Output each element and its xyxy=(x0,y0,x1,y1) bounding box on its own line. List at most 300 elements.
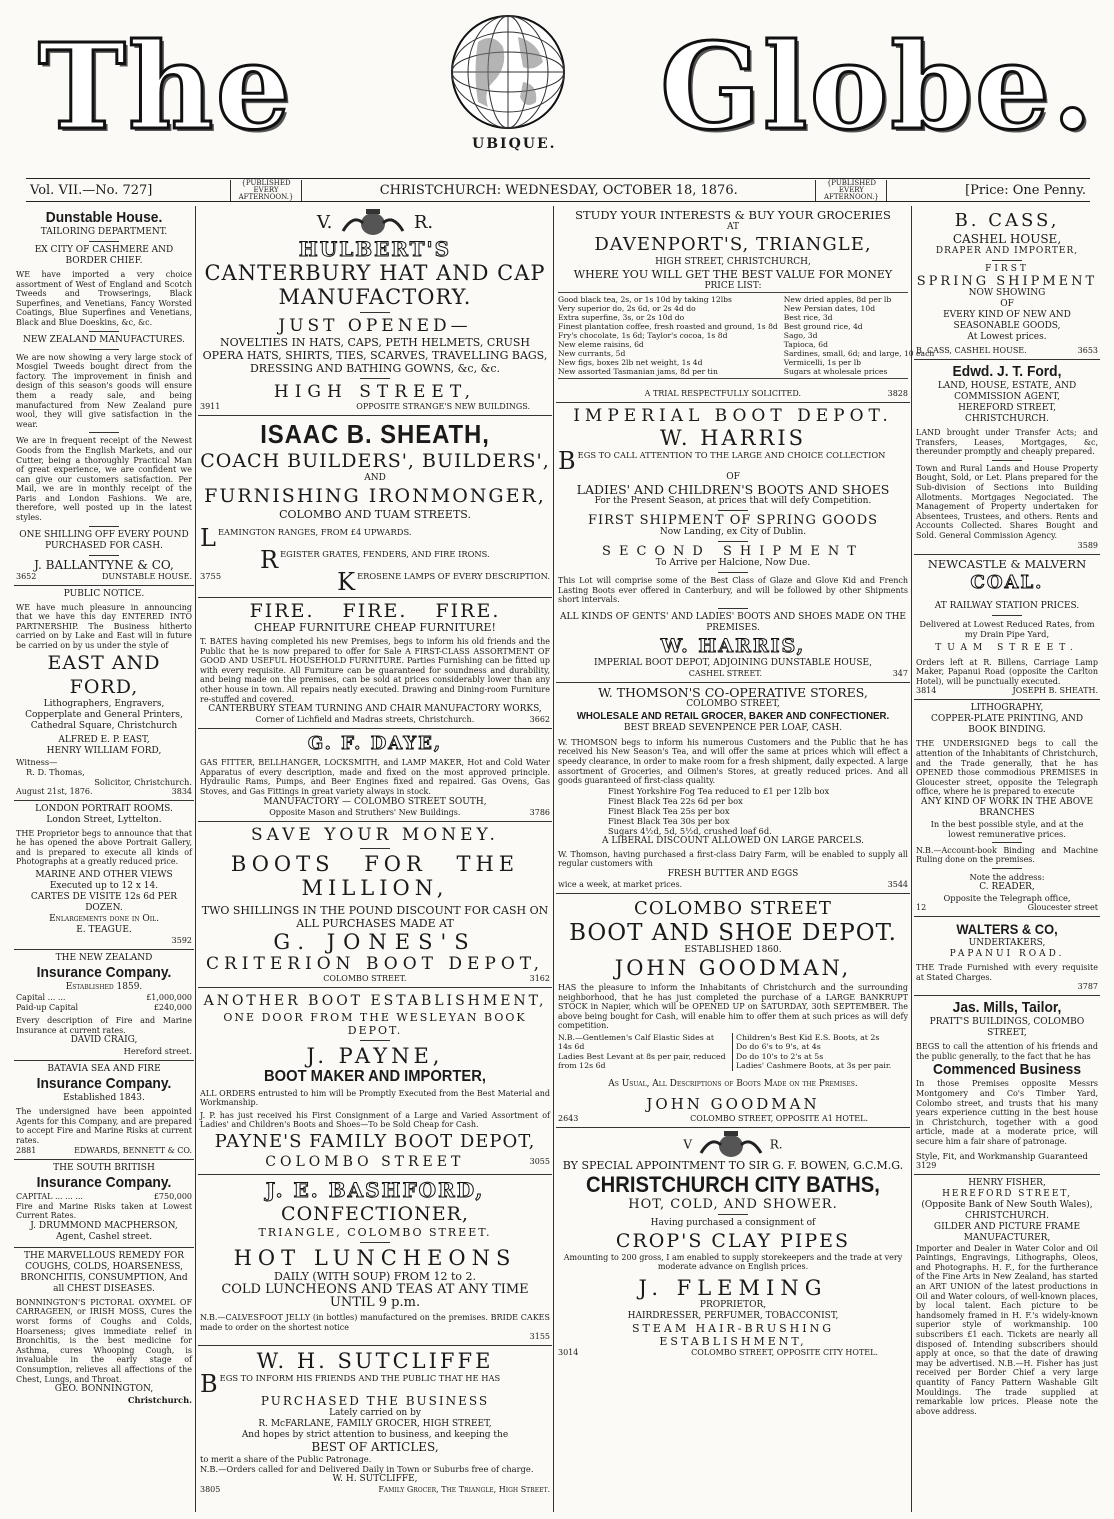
dateline xyxy=(26,178,1090,202)
ad-title: BOOT MAKER AND IMPORTER, xyxy=(264,1067,486,1085)
column-2 xyxy=(198,206,552,1512)
ad-title: COACH BUILDERS', BUILDERS', xyxy=(200,450,550,472)
ad-address: Opposite Mason and Struthers' New Buildings. xyxy=(269,807,461,817)
ad-ref-number: 3662 xyxy=(529,715,550,725)
tea-item: Finest Black Tea 25s per box xyxy=(608,805,730,816)
divider xyxy=(718,510,748,511)
price-list xyxy=(558,292,935,379)
royal-v: V xyxy=(683,1137,693,1152)
ad-headline: W. THOMSON'S CO-OPERATIVE STORES, xyxy=(598,684,868,700)
ad-address: HIGH STREET, xyxy=(273,382,477,402)
ad-daye xyxy=(198,729,552,821)
ad-payne xyxy=(198,988,552,1175)
ad-title: SPRING SHIPMENT xyxy=(916,274,1098,289)
ad-body: Amounting to 200 gross, I am enabled to supply storekeepers and the trade at very moderate advance on English prices. xyxy=(563,1252,903,1272)
ad-subtitle: ANY KIND OF WORK IN THE ABOVE BRANCHES xyxy=(920,796,1094,818)
ad-ref-number: 3055 xyxy=(529,1157,550,1167)
ad-title: NEWCASTLE & MALVERN xyxy=(927,556,1087,571)
ad-body: WE have imported a very choice assortment of West of England and Scotch Tweeds and Trowserings, Black Superfines, and Venetians, Fancy Worsted Coatings, Blue Superfines and Venetians, Black and Blue Doeskins, &c, &c. xyxy=(16,270,192,327)
price-item: New assorted Tasmanian jams, 8d per tin xyxy=(558,367,718,376)
ad-ref-number: 3592 xyxy=(171,936,192,945)
ad-subtitle: UNDERTAKERS, xyxy=(968,938,1046,949)
ad-headline: IMPERIAL BOOT DEPOT. xyxy=(573,406,893,426)
ad-body: N.B.—Orders called for and Delivered Daily in Town or Suburbs free of charge. xyxy=(200,1464,534,1475)
divider xyxy=(89,241,119,242)
ad-body: LAND brought under Transfer Acts; and Transfers, Leases, Mortgages, &c, thereunder promptly and cheaply prepared. xyxy=(916,428,1098,457)
ad-title: LONDON PORTRAIT ROOMS. xyxy=(35,803,173,814)
ad-headline: Insurance Company. xyxy=(36,1075,172,1093)
ad-body: WE have much pleasure in announcing that we have this day ENTERED INTO PARTNERSHIP. The Business hitherto carried on by Lake and East will in future be carried on by us under the style of xyxy=(16,602,192,651)
ad-subtitle: JUST OPENED— xyxy=(278,316,472,336)
ad-title: STUDY YOUR INTERESTS & BUY YOUR GROCERIES xyxy=(575,208,891,222)
ad-ref-number: 3652 xyxy=(16,571,37,581)
divider xyxy=(89,331,119,332)
ad-signature: C. READER, xyxy=(979,882,1035,893)
ad-subtitle: Established 1843. xyxy=(63,1093,145,1104)
ad-subtitle: TAILORING DEPARTMENT. xyxy=(40,227,168,237)
ad-title: COLOMBO STREET xyxy=(634,897,832,919)
ad-body: ALL ORDERS entrusted to him will be Promptly Executed from the Best Material and Workmanship. xyxy=(200,1088,550,1108)
ad-body: In the best possible style, and at the lowest remunerative prices. xyxy=(930,818,1084,839)
ad-headline: FIRE. FIRE. FIRE. xyxy=(249,600,501,622)
ad-subtitle: Executed up to 12 x 14. xyxy=(49,881,159,891)
ad-headline: JOHN GOODMAN, xyxy=(614,955,852,980)
ad-ref-number: 3787 xyxy=(1077,982,1098,992)
ad-address: OPPOSITE STRANGE'S NEW BUILDINGS. xyxy=(356,402,530,411)
ad-dunstable-house xyxy=(14,206,194,586)
ad-title: CONFECTIONER, xyxy=(281,1202,469,1225)
tea-item: Finest Yorkshire Fog Tea reduced to £1 per 12lb box xyxy=(608,785,830,796)
ad-date: August 21st, 1876. xyxy=(16,786,93,796)
ad-subtitle: DAILY (WITH SOUP) FROM 12 to 2. xyxy=(273,1269,477,1283)
ad-body: We are in frequent receipt of the Newest Goods from the English Markets, and our Cutter, being a thoroughly Practical Man of great experience, we are confident we can give our customers satisfaction. Per Mail, we are in monthly receipt of the Paris and London Fashions. We are, therefore, well posted up in the latest styles. xyxy=(16,436,192,523)
ad-body: To Arrive per Halcione, Now Due. xyxy=(655,558,811,568)
ad-label: Capital ... ... xyxy=(16,993,66,1002)
ad-subtitle: UNTIL 9 p.m. xyxy=(329,1294,421,1310)
ad-body: N.B.—Gentlemen's Calf Elastic Sides at 14s 6d xyxy=(558,1032,715,1052)
price-item: New figs, boxes 2lb net weight, 1s 4d xyxy=(558,358,703,367)
ad-signature: GEO. BONNINGTON, xyxy=(54,1384,154,1395)
ad-body: Children's Best Kid E.S. Boots, at 2s xyxy=(736,1032,880,1042)
divider xyxy=(992,842,1022,843)
ad-ref-number: 3814 xyxy=(916,686,937,696)
ad-address: Family Grocer, The Triangle, High Street. xyxy=(378,1485,550,1495)
ad-london-portrait-rooms xyxy=(14,801,194,950)
ad-subtitle: HOT, COLD, AND SHOWER. xyxy=(628,1196,838,1212)
ad-body: Now Landing, ex City of Dublin. xyxy=(659,527,807,537)
ad-ref-number: 3911 xyxy=(200,402,221,411)
ad-subtitle: FIRST xyxy=(985,264,1029,274)
column-1 xyxy=(14,206,194,1512)
ad-thomson-stores xyxy=(556,683,910,894)
ad-address: COLOMBO STREET, OPPOSITE A1 HOTEL. xyxy=(690,1113,868,1123)
ad-headline: Edwd. J. T. Ford, xyxy=(952,363,1062,380)
ad-body: HAS the pleasure to inform the Inhabitants of Christchurch and the surrounding neighborhood, that he has just completed the purchase of a LARGE BANKRUPT STOCK in Napier, which will be OPENED UP on SATURDAY, 30th SEPTEMBER. The above being bought for Cash, will enable him to offer them at such prices as will defy competition. xyxy=(558,982,908,1031)
ad-title: THE MARVELLOUS REMEDY FOR COUGHS, COLDS, HOARSENESS, BRONCHITIS, CONSUMPTION, And all CHEST DISEASES. xyxy=(20,1250,188,1294)
divider xyxy=(89,526,119,527)
ad-subtitle: NEW ZEALAND MANUFACTURES. xyxy=(23,334,185,345)
ad-subtitle: BEST OF ARTICLES, xyxy=(311,1440,439,1455)
ad-subtitle: STEAM HAIR-BRUSHING ESTABLISHMENT, xyxy=(631,1321,834,1348)
divider xyxy=(360,848,390,849)
divider xyxy=(360,1040,390,1041)
ad-subtitle: FRESH BUTTER AND EGGS xyxy=(667,868,799,879)
ad-title: CROP'S CLAY PIPES xyxy=(615,1229,851,1252)
ad-headline: B. CASS, xyxy=(954,210,1060,231)
ad-subtitle: Enlargements done in Oil. xyxy=(49,914,159,924)
ad-headline: W. H. SUTCLIFFE xyxy=(256,1349,494,1374)
ad-east-and-ford xyxy=(14,586,194,801)
ad-henry-fisher xyxy=(914,1175,1100,1421)
column-rule xyxy=(553,206,554,1512)
ad-subtitle: PRICE LIST: xyxy=(704,281,762,291)
ad-subtitle: ONE SHILLING OFF EVERY POUND PURCHASED FOR CASH. xyxy=(19,529,189,551)
ad-subtitle: AND xyxy=(364,473,386,483)
ad-subtitle: BEST BREAD SEVENPENCE PER LOAF, CASH. xyxy=(623,722,843,733)
ad-signature: EDWARDS, BENNETT & CO. xyxy=(74,1145,192,1155)
price-item: Vermicelli, 1s per lb xyxy=(783,358,862,367)
ad-ref-number: 3653 xyxy=(1077,346,1098,355)
ad-body: BONNINGTON'S PICTORAL OXYMEL OF CARRAGEEN, or IRISH MOSS, Cures the worst forms of Coughs and Colds, Hoarseness; gives immediate relief in Bronchitis, is the best medicine for Asthma, cures Whooping Cough, is invaluable in the early stage of Consumption, relieves all affections of the Chest, Lungs, and Throat. xyxy=(16,1297,192,1384)
ad-subtitle: AT RAILWAY STATION PRICES. xyxy=(934,600,1080,611)
ad-subtitle: CARTES DE VISITE 12s 6d PER DOZEN. xyxy=(30,892,178,913)
ad-address: COLOMBO STREET. xyxy=(323,973,407,983)
ad-label: Paid-up Capital xyxy=(16,1003,79,1012)
ad-imperial-boot-depot: IMPERIAL BOOT DEPOT. W. HARRIS BEGS TO CALL ATTENTION TO THE LARGE AND CHOICE COLLECTION OF LADIES' AND CHILDREN'S BOOTS AND SHOES For the Present Season, at prices that will defy Competition. FIRST SHIPMENT OF SPRING GOODS Now Landing, ex City of Dublin. SECOND SHIPMENT To Arrive per Halcione, Now Due. This Lot will comprise some of the Best Class of Glaze and Glove Kid and French Lasting Boots ever offered in Canterbury, and will be followed by other Shipments short intervals. ALL KINDS OF GENTS' AND LADIES' BOOTS AND SHOES MADE ON THE PREMISES. W. HARRIS, IMPERIAL BOOT DEPOT, ADJOINING DUNSTABLE HOUSE, CASHEL STREET. 347 xyxy=(556,403,910,683)
ad-signature: J. BALLANTYNE & CO, xyxy=(34,557,174,572)
ad-title: CANTERBURY HAT AND CAP MANUFACTORY. xyxy=(204,261,546,309)
divider xyxy=(718,1214,748,1215)
ad-subtitle: SECOND SHIPMENT xyxy=(602,544,864,559)
price-item: Good black tea, 2s, or 1s 10d by taking 12lbs xyxy=(558,295,732,304)
ad-body: This Lot will comprise some of the Best Class of Glaze and Glove Kid and French Lasting Boots ever offered in Canterbury, and will be followed by other Shipments short intervals. xyxy=(558,576,908,605)
ad-address: IMPERIAL BOOT DEPOT, ADJOINING DUNSTABLE HOUSE, xyxy=(594,657,872,668)
ad-subtitle: EX CITY OF CASHMERE AND BORDER CHIEF. xyxy=(34,245,174,266)
tea-item: Finest Black Tea 30s per box xyxy=(608,815,730,826)
ad-title: PUBLIC NOTICE. xyxy=(63,588,145,599)
ad-body: Fire and Marine Risks taken at Lowest Current Rates. xyxy=(16,1201,192,1221)
ad-headline: G. JONES'S xyxy=(273,929,477,954)
ad-subtitle: PROPRIETOR, xyxy=(699,1299,767,1310)
ad-address: PAPANUI ROAD. xyxy=(949,949,1065,960)
divider xyxy=(992,460,1022,461)
ad-reader-lithography xyxy=(914,700,1100,917)
ad-ref-number: 347 xyxy=(892,668,908,678)
price-item: New Persian dates, 10d xyxy=(783,304,876,313)
ad-address: TUAM STREET. xyxy=(935,642,1079,653)
ad-address: DUNSTABLE HOUSE. xyxy=(101,571,192,581)
ad-ref-number: 3786 xyxy=(529,807,550,817)
ad-signature: B. CASS, CASHEL HOUSE. xyxy=(916,346,1027,355)
ad-address: HEREFORD STREET, xyxy=(942,1188,1072,1199)
ad-subtitle: AT xyxy=(726,222,739,232)
ad-body: Importer and Dealer in Water Color and Oil Paintings, Engravings, Lithographs, Oleos, and Photographs. H. F., for the furtherance of the Fine Arts in New Zealand, has started an ART UNION of the latest productions in Oil and Water colours, of well-known places, by local talent. Each picture to be handsomely framed in H. F.'s widely-known superior style of workmanship. 100 subscribers £1 each. Tickets are nearly all disposed of. Intending subscribers should apply at once, so that the date of drawing may be advertised. N.B.—H. Fisher has just received per Border Chief a very large quantity of Fancy Pattern Washable Gilt Mouldings. The trade supplied at remarkable low prices. Please note the above address. xyxy=(916,1243,1098,1416)
ad-subtitle: MARINE AND OTHER VIEWS xyxy=(35,870,173,880)
ad-ref-number: 3834 xyxy=(171,786,192,796)
ad-body: to merit a share of the Public Patronage. xyxy=(200,1454,372,1465)
ad-address: COLOMBO STREET, xyxy=(686,698,780,709)
ad-body: N.B.—Account-book Binding and Machine Ruling done on the premises. xyxy=(916,845,1098,865)
ad-signature: E. TEAGUE. xyxy=(76,925,132,935)
ad-address: Agent, Cashel street. xyxy=(55,1231,153,1242)
ad-mills-tailor xyxy=(914,996,1100,1174)
ad-subtitle: WHERE YOU WILL GET THE BEST VALUE FOR MONEY xyxy=(573,268,893,281)
ad-subtitle: COLD LUNCHEONS AND TEAS AT ANY TIME xyxy=(221,1281,529,1297)
price-item: Best rice, 3d xyxy=(783,313,833,322)
ad-subtitle: CANTERBURY STEAM TURNING AND CHAIR MANUFACTORY WORKS, xyxy=(208,704,542,715)
ad-title: THE SOUTH BRITISH xyxy=(53,1162,155,1173)
divider xyxy=(992,260,1022,261)
ad-title: FURNISHING IRONMONGER, xyxy=(204,485,546,507)
ad-headline: HENRY FISHER, xyxy=(968,1177,1046,1188)
divider xyxy=(360,312,390,313)
ad-subtitle: A TRIAL RESPECTFULLY SOLICITED. xyxy=(644,389,801,398)
price-item: Tapioca, 6d xyxy=(783,340,828,349)
price-item: Sago, 3d xyxy=(783,331,818,340)
column-4 xyxy=(914,206,1100,1512)
ad-ref-number: 3589 xyxy=(1077,540,1098,550)
ad-body: Style, Fit, and Workmanship Guaranteed xyxy=(916,1150,1088,1161)
ad-address: HIGH STREET, CHRISTCHURCH, xyxy=(655,257,811,267)
ad-title: WHOLESALE AND RETAIL GROCER, BAKER AND CONFECTIONER. xyxy=(576,709,890,722)
ad-subtitle: A LIBERAL DISCOUNT ALLOWED ON LARGE PARCELS. xyxy=(601,835,865,846)
ad-body: N.B.—CALVESFOOT JELLY (in bottles) manufactured on the premises. BRIDE CAKES made to order on the shortest notice xyxy=(200,1312,550,1332)
ad-subtitle: Lithographers, Engravers, Copperplate and General Printers, xyxy=(25,698,183,720)
masthead-word-left: The xyxy=(38,17,293,156)
ad-headline: ANOTHER BOOT ESTABLISHMENT, xyxy=(203,992,547,1009)
ad-address: COLOMBO STREET xyxy=(265,1153,465,1170)
ad-body: EGS TO INFORM HIS FRIENDS AND THE PUBLIC THAT HE HAS xyxy=(219,1373,501,1384)
ad-headline: DAVENPORT'S, TRIANGLE, xyxy=(594,234,872,255)
ad-ref-number: 3544 xyxy=(887,879,908,889)
ad-ref-number: 3805 xyxy=(200,1485,221,1495)
ad-body: EGISTER GRATES, FENDERS, AND FIRE IRONS. xyxy=(280,549,490,559)
divider xyxy=(718,541,748,542)
ad-ref-number: 3755 xyxy=(200,571,222,581)
ad-headline: J. E. BASHFORD, xyxy=(265,1177,485,1202)
ad-subtitle: DRAPER AND IMPORTER, xyxy=(935,246,1079,256)
ad-address: PRATT'S BUILDINGS, COLOMBO STREET, xyxy=(929,1017,1085,1039)
column-rule xyxy=(911,206,912,1512)
ad-sutcliffe: W. H. SUTCLIFFE BEGS TO INFORM HIS FRIENDS AND THE PUBLIC THAT HE HAS PURCHASED THE BUSINESS Lately carried on by R. McFARLANE, FAMILY GROCER, HIGH STREET, And hopes by strict attention to business, and keeping the BEST OF ARTICLES, to merit a share of the Public Patronage. N.B.—Orders called for and Delivered Daily in Town or Suburbs free of charge. W. H. SUTCLIFFE, 3805 Family Grocer, The Triangle, High Street. xyxy=(200,1349,550,1495)
ad-value: £1,000,000 xyxy=(146,993,192,1002)
ad-body: For the Present Season, at prices that will defy Competition. xyxy=(594,496,872,506)
ad-body: Town and Rural Lands and House Property Bought, Sold, or Let. Plans prepared for the Sub-division of Sections into Building Allotments. Mortgages Negociated. The Management of Property undertaken for Absentees, Trustees, and others. Rents and Accounts Collected. Shares Bought and Sold. General Commission Agency. xyxy=(916,463,1098,540)
ad-headline: CHRISTCHURCH CITY BATHS, xyxy=(586,1171,880,1197)
divider xyxy=(89,555,119,556)
ad-ref-number: 2643 xyxy=(558,1113,579,1123)
ad-subtitle: LADIES' AND CHILDREN'S BOOTS AND SHOES xyxy=(576,482,890,497)
ad-subtitle: ESTABLISHED 1860. xyxy=(684,944,782,955)
ad-body: EVERY KIND OF NEW AND SEASONABLE GOODS, xyxy=(943,310,1071,331)
ad-body: J. P. has just received his First Consignment of a Large and Varied Assortment of Ladies' and Children's Boots and Shoes—To be Sold Cheap for Cash. xyxy=(200,1110,550,1130)
tea-item: Sugars 4½d, 5d, 5½d, crushed loaf 6d. xyxy=(608,825,772,836)
ad-address: HEREFORD STREET, CHRISTCHURCH. xyxy=(958,403,1056,424)
tea-item: Finest Black Tea 22s 6d per box xyxy=(608,795,743,806)
ad-signature: JOHN GOODMAN xyxy=(646,1094,820,1113)
ad-subtitle: PURCHASED THE BUSINESS xyxy=(260,1394,490,1409)
ad-subtitle: OF xyxy=(1000,299,1014,309)
ad-title: CASHEL HOUSE, xyxy=(952,232,1062,246)
ad-title: GILDER AND PICTURE FRAME MANUFACTURER, xyxy=(933,1221,1081,1243)
ad-bonnington-remedy xyxy=(14,1248,194,1409)
ad-address: (Opposite Bank of New South Wales), xyxy=(921,1199,1093,1210)
ad-cass xyxy=(914,206,1100,360)
ad-subtitle: BY SPECIAL APPOINTMENT TO SIR G. F. BOWEN, G.C.M.G. xyxy=(562,1158,904,1172)
ad-body: EAMINGTON RANGES, FROM £4 UPWARDS. xyxy=(217,527,412,537)
column-rule xyxy=(195,206,196,1512)
ad-body: R. McFARLANE, FAMILY GROCER, HIGH STREET, xyxy=(258,1419,492,1430)
ad-subtitle: CHEAP FURNITURE CHEAP FURNITURE! xyxy=(254,621,496,634)
ad-davenports xyxy=(556,206,935,403)
ad-headline: HOT LUNCHEONS xyxy=(233,1245,517,1270)
ad-title: LITHOGRAPHY, xyxy=(970,703,1044,714)
ad-subtitle: ONE DOOR FROM THE WESLEYAN BOOK DEPOT. xyxy=(223,1010,527,1037)
price-item: New currants, 5d xyxy=(558,349,626,358)
ad-address: Corner of Lichfield and Madras streets, Christchurch. xyxy=(255,715,475,725)
ad-headline: BOOT AND SHOE DEPOT. xyxy=(569,919,897,946)
price-item: Fry's chocolate, 1s 6d; Taylor's cocoa, 1s 8d xyxy=(558,331,728,340)
royal-crest-icon xyxy=(696,1131,766,1159)
ad-new-zealand-insurance xyxy=(14,950,194,1061)
ad-headline: Insurance Company. xyxy=(36,964,172,981)
ad-ref-number: 3014 xyxy=(558,1347,579,1357)
ad-subtitle: As Usual, All Descriptions of Boots Made on the Premises. xyxy=(608,1078,858,1089)
ad-ref-number: 3828 xyxy=(887,389,908,398)
divider xyxy=(360,1242,390,1243)
ad-body: TWO SHILLINGS IN THE POUND DISCOUNT FOR CASH ON ALL PURCHASES MADE AT xyxy=(201,903,549,930)
divider xyxy=(718,572,748,573)
ad-body: At Lowest prices. xyxy=(967,332,1047,342)
price-item: Finest plantation coffee, fresh roasted and ground, 1s 8d xyxy=(558,322,778,331)
divider xyxy=(89,349,119,350)
divider xyxy=(992,868,1022,869)
ad-signature: ALFRED E. P. EAST, xyxy=(58,734,150,745)
ad-signature: DAVID CRAIG, xyxy=(70,1035,138,1046)
ad-body: Do do 6's to 9's, at 4s xyxy=(736,1042,821,1052)
ad-coal xyxy=(914,555,1100,701)
ad-ref-number: 3155 xyxy=(529,1332,550,1342)
ad-body: Note the address: xyxy=(969,872,1045,883)
ad-signature: W. H. SUTCLIFFE, xyxy=(332,1474,418,1485)
ad-title: Commenced Business xyxy=(932,1061,1082,1079)
masthead xyxy=(0,0,1114,170)
price: [Price: One Penny. xyxy=(965,182,1086,198)
ad-body: And hopes by strict attention to business, and keeping the xyxy=(241,1430,509,1441)
ad-body: Orders left at R. Billens, Carriage Lamp Maker, Papanui Road (opposite the Carlton Hotel), will be punctually executed. xyxy=(916,657,1098,686)
divider xyxy=(992,615,1022,616)
ad-body: T. BATES having completed his new Premises, begs to inform his old friends and the Public that he is now prepared to offer for Sale A FIRST-CLASS ASSORTMENT OF GOOD AND USEFUL HOUSEHOLD FURNITURE. Parties Furnishing can be fitted up with every requisite. All Furniture can be guaranteed for soundness and durability, and being made on the premises, can be sold at prices considerably lower than any other house in town. All repairs neatly executed. Drawing and Dining-room Furniture re-stuffed and covered. xyxy=(200,637,550,704)
ad-value: £750,000 xyxy=(153,1191,192,1201)
ad-headline: WALTERS & CO, xyxy=(956,921,1058,938)
ad-isaac-sheath: ISAAC B. SHEATH, COACH BUILDERS', BUILDERS', AND FURNISHING IRONMONGER, COLOMBO AND TUAM STREETS. LEAMINGTON RANGES, FROM £4 UPWARDS. REGISTER GRATES, FENDERS, AND FIRE IRONS. 3755 KEROSENE LAMPS OF EVERY DESCRIPTION. xyxy=(198,416,552,598)
ad-address: CASHEL STREET. xyxy=(688,668,762,678)
ad-title: W. HARRIS xyxy=(659,426,807,450)
ad-body: wice a week, at market prices. xyxy=(558,879,683,889)
ad-body: The undersigned have been appointed Agents for this Company, and are prepared to accept Fire and Marine Risks at current rates. xyxy=(16,1107,192,1145)
ad-address: TRIANGLE, COLOMBO STREET. xyxy=(258,1225,492,1239)
masthead-motto: UBIQUE. xyxy=(472,136,557,152)
price-item: Sugars at wholesale prices xyxy=(783,367,888,376)
ad-body: W. THOMSON begs to inform his numerous Customers and the Public that he has received his New Season's Tea, and will offer the same at prices which will effect a speedy clearance, in order to make room for a fresh shipment, daily expected. A large assortment of Groceries, and Oilmen's Stores, at greatly reduced prices. And all goods guaranteed of first-class quality. xyxy=(558,737,908,786)
divider xyxy=(89,432,119,433)
ad-body: Delivered at Lowest Reduced Rates, from my Drain Pipe Yard, xyxy=(919,618,1095,639)
ad-body: EGS TO CALL ATTENTION TO THE LARGE AND CHOICE COLLECTION xyxy=(577,450,886,460)
ad-headline: EAST AND FORD, xyxy=(47,651,161,698)
ad-headline: Jas. Mills, Tailor, xyxy=(952,999,1062,1017)
ad-south-british-insurance xyxy=(14,1160,194,1248)
globe-icon xyxy=(448,12,568,142)
ad-signature: J. DRUMMOND MACPHERSON, xyxy=(30,1220,178,1231)
ad-body: Lately carried on by xyxy=(329,1408,421,1419)
price-item: New dried apples, 8d per lb xyxy=(783,295,892,304)
ad-body: R. D. Thomas, xyxy=(26,766,85,777)
ad-ford-agent xyxy=(914,360,1100,555)
ad-body: Every description of Fire and Marine Insurance at current rates. xyxy=(16,1016,192,1035)
ad-body: Ladies Best Levant at 8s per pair, reduced from 12s 6d xyxy=(558,1051,726,1071)
ad-bashford xyxy=(198,1175,552,1346)
ad-goodman-boot-depot xyxy=(556,894,910,1128)
price-item: Very superior do, 2s 6d, or 2s 4d do xyxy=(558,304,696,313)
ad-ref-number: 2881 xyxy=(16,1145,37,1155)
published-note-2: {PUBLISHED EVERY AFTERNOON.} xyxy=(815,180,887,201)
ad-address: MANUFACTORY — COLOMBO STREET SOUTH, xyxy=(263,796,487,807)
ad-batavia-insurance xyxy=(14,1061,194,1159)
ad-address: COLOMBO AND TUAM STREETS. xyxy=(279,508,471,521)
ad-headline: J. PAYNE, xyxy=(306,1043,444,1068)
ad-subtitle: HAIRDRESSER, PERFUMER, TOBACCONIST, xyxy=(627,1310,839,1321)
ad-title: BOOTS FOR THE MILLION, xyxy=(230,851,520,900)
ad-headline: Insurance Company. xyxy=(36,1173,172,1191)
royal-crest-icon xyxy=(338,209,408,237)
ad-body: GAS FITTER, BELLHANGER, LOCKSMITH, and LAMP MAKER, Hot and Cold Water Apparatus of every description, made and fixed on the most approved principle. Hydraulic Rams, Pumps, and Beer Engines fixed and repaired. Gas Ovens, Gas Stoves, and Gas Fittings in great variety always in stock. xyxy=(200,758,550,796)
ad-headline: J. FLEMING xyxy=(638,1275,828,1300)
ad-title: CRITERION BOOT DEPOT, xyxy=(205,953,545,974)
ad-address: CHRISTCHURCH. xyxy=(965,1210,1049,1221)
royal-r: R. xyxy=(413,212,434,233)
ad-ref-number: 3129 xyxy=(916,1160,937,1170)
ad-body: We are now showing a very large stock of Mosgiel Tweeds bought direct from the factory. The improvement in finish and design of this season's goods will ensure them a ready sale, and being manufactured from New Zealand pure wool, they will give satisfaction in the wear. xyxy=(16,352,192,429)
ad-signature: HENRY WILLIAM FORD, xyxy=(46,745,162,756)
ad-address: Cathedral Square, Christchurch xyxy=(30,720,178,731)
ad-body: EROSENE LAMPS OF EVERY DESCRIPTION. xyxy=(357,571,550,581)
price-item: Sardines, small, 6d; and large, 10 each xyxy=(783,349,935,358)
ad-title: BATAVIA SEA AND FIRE xyxy=(47,1064,161,1075)
divider xyxy=(360,378,390,379)
ad-title: PAYNE'S FAMILY BOOT DEPOT, xyxy=(214,1130,536,1152)
ad-body: THE Proprietor begs to announce that that he has opened the above Portrait Gallery, and is prepared to execute all kinds of Photographs at a greatly reduced price. xyxy=(16,828,192,867)
ad-ref-number: 3162 xyxy=(529,973,550,983)
ad-label: CAPITAL ... ... ... xyxy=(16,1191,83,1201)
ad-address: Opposite the Telegraph office, xyxy=(943,893,1071,904)
ad-body: BEGS to call the attention of his friends and the public generally, to the fact that he has xyxy=(916,1042,1098,1061)
ad-subtitle: COPPER-PLATE PRINTING, AND BOOK BINDING. xyxy=(930,714,1084,736)
ad-headline: HULBERT'S xyxy=(298,237,452,261)
ad-address: Gloucester street xyxy=(1027,903,1098,913)
ad-jones-boots xyxy=(198,822,552,988)
ad-value: £240,000 xyxy=(153,1003,192,1012)
volume-number: Vol. VII.—No. 727] xyxy=(30,182,153,198)
ad-address: Christchurch. xyxy=(127,1395,192,1406)
royal-v: V. xyxy=(316,212,333,233)
ad-bates-furniture xyxy=(198,598,552,729)
ad-headline: SAVE YOUR MONEY. xyxy=(251,824,499,845)
ad-headline: COAL. xyxy=(970,571,1044,593)
ad-address: Hereford street. xyxy=(123,1046,192,1057)
ad-body: THE UNDERSIGNED begs to call the attention of the Inhabitants of Christchurch, and the Trade generally, that he has OPENED those commodious PREMISES in Gloucester street, opposite the Telegraph office, where he is prepared to execute xyxy=(916,739,1098,797)
ad-title: THE NEW ZEALAND xyxy=(55,953,153,963)
price-item: Best ground rice, 4d xyxy=(783,322,863,331)
